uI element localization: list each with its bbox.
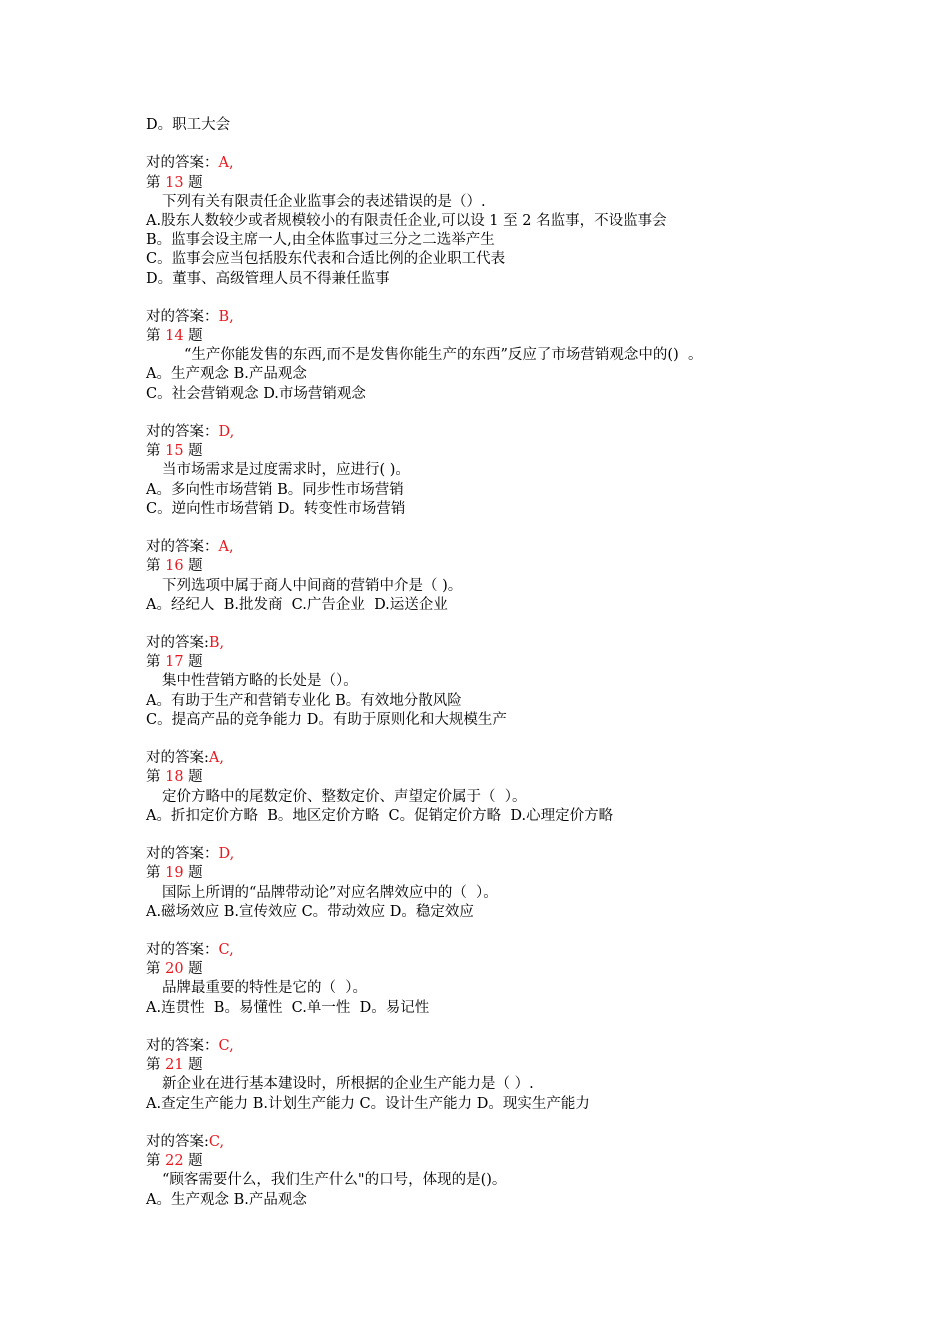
- question-number: 18: [165, 769, 184, 786]
- option-line: A.磁场效应 B.宣传效应 C。带动效应 D。稳定效应: [146, 903, 474, 920]
- answer-line: [146, 308, 866, 327]
- blank-line: [146, 826, 866, 845]
- option-line: A.股东人数较少或者规模较小的有限责任企业,可以设 1 至 2 名监事，不设监事会: [146, 212, 667, 229]
- question-prefix: 第: [146, 1057, 166, 1074]
- question-number: 15: [165, 443, 184, 460]
- question-suffix: 题: [183, 865, 203, 882]
- answer-label: 对的答案：: [146, 539, 219, 556]
- question-number-line: [146, 327, 866, 346]
- question-block: [146, 519, 866, 615]
- answer-label: 对的答案：: [146, 942, 219, 959]
- blank-line: [146, 730, 866, 749]
- question-stem: “顾客需要什么，我们生产什么"的口号，体现的是()。: [162, 1172, 507, 1189]
- option-line: A。生产观念 B.产品观念: [146, 1191, 307, 1208]
- question-stem: 国际上所谓的“品牌带动论”对应名牌效应中的（ ）。: [162, 884, 498, 901]
- answer-label: 对的答案:: [146, 635, 209, 652]
- question-number: 17: [165, 654, 184, 671]
- question-number: 19: [165, 865, 184, 882]
- answer-line: [146, 423, 866, 442]
- option-line: A。有助于生产和营销专业化 B。有效地分散风险: [146, 692, 462, 709]
- question-suffix: 题: [183, 443, 203, 460]
- answer-value: B,: [208, 635, 225, 652]
- blank-line: [146, 1018, 866, 1037]
- option-line: A.连贯性 B。易懂性 C.单一性 D。易记性: [146, 999, 430, 1016]
- answer-value: D,: [218, 846, 235, 863]
- question-number: 20: [165, 961, 184, 978]
- option-line: D。职工大会: [146, 117, 231, 133]
- answer-line: [146, 1037, 866, 1056]
- question-block: [146, 289, 866, 404]
- question-block: [146, 730, 866, 826]
- question-suffix: 题: [183, 961, 203, 978]
- answer-label: 对的答案：: [146, 424, 219, 440]
- question-number: 16: [165, 558, 184, 575]
- answer-value: A,: [218, 155, 234, 172]
- option-line: C。提高产品的竞争能力 D。有助于原则化和大规模生产: [146, 711, 507, 728]
- question-block: [146, 922, 866, 1018]
- question-stem: 品牌最重要的特性是它的（ ）。: [162, 980, 367, 997]
- answer-value: C,: [218, 1038, 234, 1054]
- question-block: [146, 1114, 866, 1210]
- blank-line: [146, 519, 866, 538]
- blank-line: [146, 289, 866, 308]
- question-number-line: [146, 1056, 866, 1075]
- question-suffix: 题: [183, 654, 203, 671]
- option-line: A。折扣定价方略 B。地区定价方略 C。促销定价方略 D.心理定价方略: [146, 807, 614, 824]
- question-number-line: [146, 864, 866, 883]
- question-suffix: 题: [183, 1153, 203, 1170]
- answer-line: [146, 154, 866, 173]
- option-line: A。生产观念 B.产品观念: [146, 366, 307, 383]
- answer-line: [146, 749, 866, 768]
- question-stem: 当市场需求是过度需求时，应进行( )。: [162, 462, 410, 479]
- question-stem: 下列有关有限责任企业监事会的表述错误的是（）.: [162, 193, 486, 210]
- question-block: [146, 826, 866, 922]
- question-block: [146, 404, 866, 519]
- question-suffix: 题: [183, 1057, 203, 1074]
- question-list: [146, 135, 866, 1210]
- answer-value: A,: [218, 539, 234, 556]
- question-number: 22: [165, 1153, 184, 1170]
- question-prefix: 第: [146, 328, 166, 345]
- question-block: [146, 615, 866, 730]
- question-prefix: 第: [146, 443, 166, 460]
- question-suffix: 题: [183, 328, 203, 345]
- question-prefix: 第: [146, 654, 166, 671]
- question-number-line: [146, 174, 866, 193]
- question-number-line: [146, 1152, 866, 1171]
- blank-line: [146, 1114, 866, 1133]
- answer-label: 对的答案：: [146, 308, 219, 325]
- question-prefix: 第: [146, 558, 166, 575]
- answer-value: C,: [218, 942, 234, 959]
- question-number-line: [146, 557, 866, 576]
- question-suffix: 题: [183, 174, 203, 191]
- question-prefix: 第: [146, 961, 166, 978]
- question-stem: 定价方略中的尾数定价、整数定价、声望定价属于（ ）。: [162, 788, 527, 805]
- answer-label: 对的答案:: [146, 750, 209, 767]
- question-stem: 下列选项中属于商人中间商的营销中介是（ )。: [162, 577, 463, 594]
- question-prefix: 第: [146, 1153, 166, 1170]
- question-number-line: [146, 653, 866, 672]
- blank-line: [146, 135, 866, 154]
- answer-line: [146, 634, 866, 653]
- answer-line: [146, 1133, 866, 1152]
- question-suffix: 题: [183, 558, 203, 575]
- blank-line: [146, 615, 866, 634]
- answer-value: B,: [218, 308, 234, 325]
- question-suffix: 题: [183, 769, 203, 786]
- question-number-line: [146, 442, 866, 461]
- question-block: [146, 135, 866, 289]
- answer-line: [146, 845, 866, 864]
- answer-label: 对的答案:: [146, 1133, 209, 1150]
- blank-line: [146, 404, 866, 423]
- question-stem: “生产你能发售的东西,而不是发售你能生产的东西”反应了市场营销观念中的() 。: [184, 347, 703, 364]
- question-number: 14: [165, 328, 184, 345]
- answer-value: A,: [208, 750, 224, 767]
- option-line: D。董事、高级管理人员不得兼任监事: [146, 270, 390, 287]
- question-prefix: 第: [146, 769, 166, 786]
- answer-label: 对的答案：: [146, 1038, 219, 1054]
- blank-line: [146, 922, 866, 941]
- question-block: [146, 1018, 866, 1114]
- answer-value: D,: [218, 424, 235, 440]
- option-line: A.查定生产能力 B.计划生产能力 C。设计生产能力 D。现实生产能力: [146, 1095, 590, 1112]
- option-line: C。监事会应当包括股东代表和合适比例的企业职工代表: [146, 251, 506, 268]
- question-stem: 集中性营销方略的长处是（）。: [162, 673, 358, 690]
- answer-value: C,: [208, 1133, 225, 1150]
- question-prefix: 第: [146, 865, 166, 882]
- document-page: [146, 116, 866, 1210]
- question-number-line: [146, 960, 866, 979]
- question-prefix: 第: [146, 174, 166, 191]
- option-line: A。经纪人 B.批发商 C.广告企业 D.运送企业: [146, 596, 448, 613]
- option-line: B。监事会设主席一人,由全体监事过三分之二选举产生: [146, 232, 495, 249]
- option-line: A。多向性市场营销 B。同步性市场营销: [146, 481, 404, 498]
- option-line: C。逆向性市场营销 D。转变性市场营销: [146, 500, 406, 517]
- answer-label: 对的答案：: [146, 155, 219, 172]
- question-stem: 新企业在进行基本建设时，所根据的企业生产能力是（ ）.: [162, 1076, 534, 1093]
- answer-line: [146, 538, 866, 557]
- question-number: 21: [165, 1057, 184, 1074]
- answer-label: 对的答案：: [146, 846, 219, 863]
- question-number-line: [146, 768, 866, 787]
- answer-line: [146, 941, 866, 960]
- question-number: 13: [165, 174, 184, 191]
- option-line: C。社会营销观念 D.市场营销观念: [146, 385, 366, 402]
